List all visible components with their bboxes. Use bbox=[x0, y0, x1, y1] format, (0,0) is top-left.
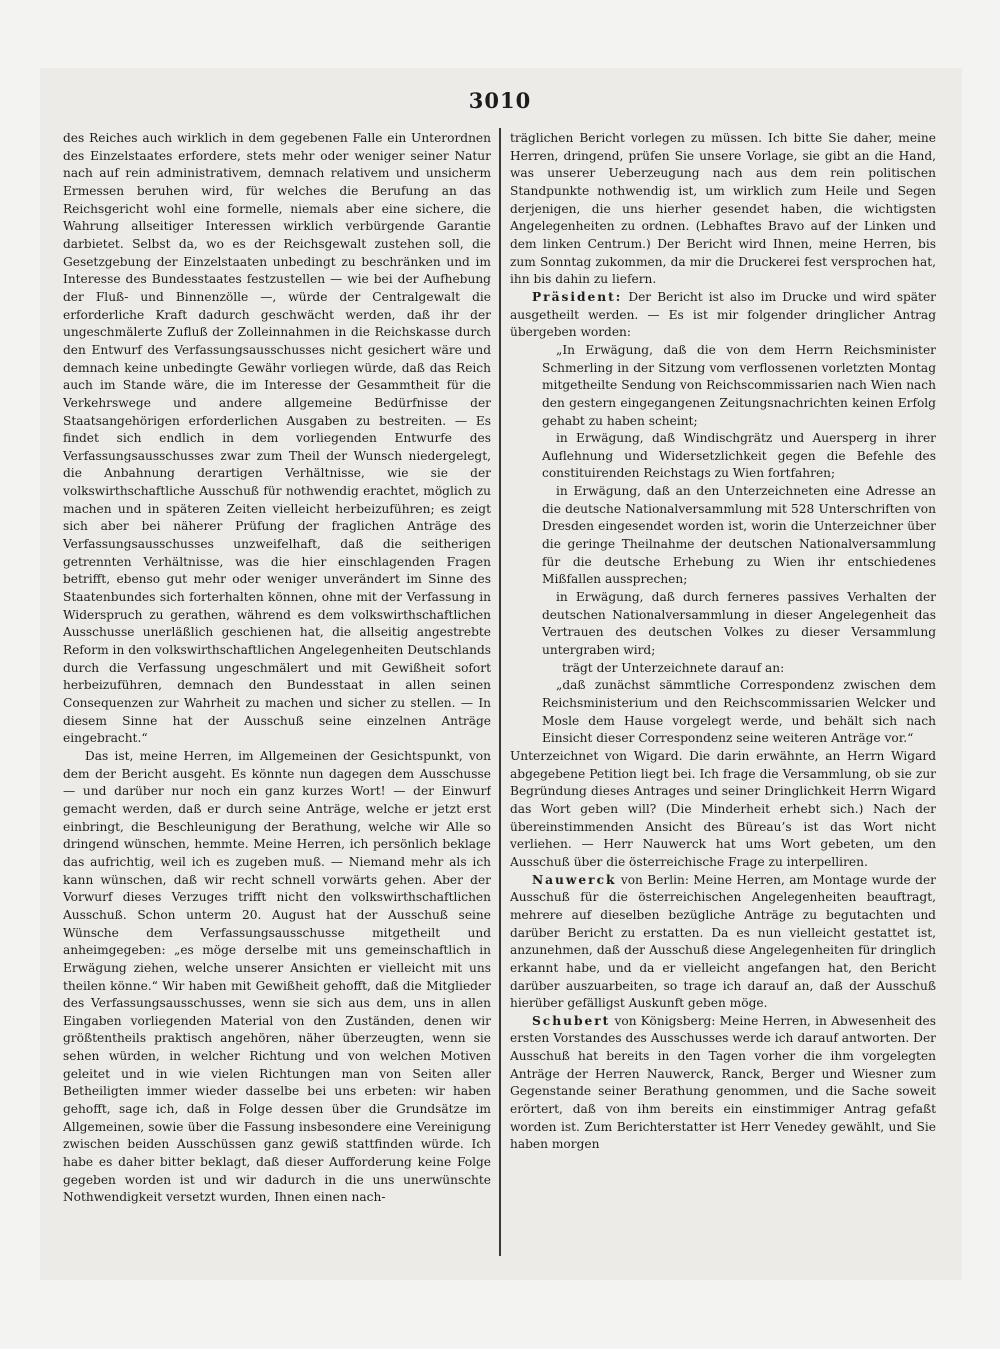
left-column-paragraph bbox=[63, 748, 491, 1207]
paragraph-text: in Erwägung, daß Windischgrätz und Auersperg in ihrer Auflehnung und Widersetzlichkeit gegen die Befehle des constituirenden Reichstags zu Wien fortfahren; bbox=[542, 431, 936, 481]
paragraph-text: „daß zunächst sämmtliche Correspondenz zwischen dem Reichsministerium und den Reichscommissarien Welcker und Mosle dem Hause vorgelegt werde, und behält sich nach Einsicht dieser Correspondenz seine weiteren Anträge vor.“ bbox=[542, 678, 936, 746]
right-column-paragraph bbox=[510, 1013, 936, 1154]
right-column-paragraph bbox=[510, 289, 936, 342]
paragraph-text: des Reiches auch wirklich in dem gegebenen Falle ein Unterordnen des Einzelstaates erfordere, stets mehr oder weniger seiner Natur nach auf rein administrativem, demnach relativem und unsicherm Ermessen beruhen wird, für welches die Berufung an das Reichsgericht wohl eine formelle, niemals aber eine sichere, die Wahrung allseitiger Interessen wirklich verbürgende Garantie darbietet. Selbst da, wo es der Reichsgewalt zustehen soll, die Gesetzgebung der Einzelstaaten unbedingt zu beschränken und im Interesse des Bundesstaates festzustellen — wie bei der Aufhebung der Fluß- und Binnenzölle —, würde der Centralgewalt die erforderliche Kraft dadurch geschwächt werden, daß ihr der ungeschmälerte Zufluß der Zolleinnahmen in die Reichskasse durch den Entwurf des Verfassungsausschusses nicht gesichert wäre und demnach keine unbedingte Gewähr vorliegen würde, daß das Reich auch im Stande wäre, die im Interesse der Gesammtheit für die Verkehrswege und andere allgemeine Bedürfnisse der Staatsangehörigen erforderlichen Ausgaben zu bestreiten. — Es findet sich endlich in dem vorliegenden Entwurfe des Verfassungsausschusses zwar zum Theil der Wunsch niedergelegt, die Anbahnung derartigen Verhältnisse, wie sie der volkswirthschaftliche Ausschuß für nothwendig erachtet, möglich zu machen und in späteren Zeiten vielleicht herbeizuführen; es zeigt sich aber bei näherer Prüfung der fraglichen Anträge des Verfassungsausschusses unzweifelhaft, daß die seitherigen getrennten Verhältnisse, was die hier einschlagenden Fragen betrifft, ebenso gut mehr oder weniger unverändert im Sinne des Staatenbundes sich forterhalten können, ohne mit der Verfassung in Widerspruch zu gerathen, während es dem volkswirthschaftlichen Ausschusse unerläßlich geschienen hat, die allseitig angestrebte Reform in den volkswirthschaftlichen Angelegenheiten Deutschlands durch die Verfassung ungeschmälert und mit Gewißheit sofort herbeizuführen, demnach den Bundesstaat in allen seinen Consequenzen zur Wahrheit zu machen und sicher zu stellen. — In diesem Sinne hat der Ausschuß seine einzelnen Anträge eingebracht.“ bbox=[63, 131, 491, 746]
paragraph-text: träglichen Bericht vorlegen zu müssen. Ich bitte Sie daher, meine Herren, dringend, prüfen Sie unsere Vorlage, sie gibt an die Hand, was unserer Ueberzeugung nach aus dem rein politischen Standpunkte nothwendig ist, um wirklich zum Heile und Segen derjenigen, die uns hierher gesendet haben, die wichtigsten Angelegenheiten zu ordnen. (Lebhaftes Bravo auf der Linken und dem linken Centrum.) Der Bericht wird Ihnen, meine Herren, bis zum Sonntag zukommen, da mir die Druckerei fest versprochen hat, ihn bis dahin zu liefern. bbox=[510, 131, 936, 287]
right-column-paragraph bbox=[510, 748, 936, 872]
right-column-paragraph bbox=[510, 872, 936, 1013]
paragraph-text: „In Erwägung, daß die von dem Herrn Reichsminister Schmerling in der Sitzung vom verflossenen vorletzten Montag mitgetheilte Sendung von Reichscommissarien nach Wien nach den gestern eingegangenen Zeitungsnachrichten keinen Erfolg gehabt zu haben scheint; bbox=[542, 342, 936, 428]
paragraph-text: von Berlin: Meine Herren, am Montage wurde der Ausschuß für die österreichischen Angelegenheiten beauftragt, mehrere auf dieselben bezügliche Anträge zu begutachten und darüber Bericht zu erstatten. Da es nun vielleicht gestattet ist, anzunehmen, daß der Ausschuß diese Angelegenheiten für dringlich erkannt habe, und da er vielleicht angefangen hat, den Bericht darüber auszuarbeiten, so trage ich darauf an, daß der Ausschuß hierüber gefälligst Auskunft geben möge. bbox=[510, 872, 936, 1011]
right-column bbox=[510, 130, 936, 1258]
speaker-name: Nauwerck bbox=[532, 872, 617, 887]
speaker-name: Schubert bbox=[532, 1013, 611, 1028]
paragraph-text: Der Bericht ist also im Drucke und wird später ausgetheilt werden. — Es ist mir folgender dringlicher Antrag übergeben worden: bbox=[510, 289, 936, 340]
right-column-paragraph bbox=[510, 342, 936, 430]
column-divider bbox=[499, 128, 501, 1256]
right-column-paragraph bbox=[510, 430, 936, 483]
right-column-paragraph bbox=[510, 677, 936, 748]
page-number: 3010 bbox=[468, 88, 532, 113]
paragraph-text: Das ist, meine Herren, im Allgemeinen der Gesichtspunkt, von dem der Bericht ausgeht. Es könnte nun dagegen dem Ausschusse — und darüber nur noch ein ganz kurzes Wort! — der Einwurf gemacht werden, daß er durch seine Anträge, welche er jetzt erst einbringt, die Beschleunigung der Berathung, welche wir Alle so dringend wünschen, hemmte. Meine Herren, ich persönlich beklage das aufrichtig, weil ich es zugeben muß. — Niemand mehr als ich kann wünschen, daß wir recht schnell vorwärts gehen. Aber der Vorwurf dieses Verzuges trifft nicht den volkswirthschaftlichen Ausschuß. Schon unterm 20. August hat der Ausschuß seine Wünsche dem Verfassungsausschusse mitgetheilt und anheimgegeben: „es möge derselbe mit uns gemeinschaftlich in Erwägung ziehen, welche unserer Ansichten er vielleicht mit uns theilen könne.“ Wir haben mit Gewißheit gehofft, daß die Mitglieder des Verfassungsausschusses, wenn sie sich aus dem, uns in allen Eingaben vorliegenden Material von den Zuständen, denen wir größtentheils praktisch angehören, näher überzeugten, wenn sie sehen würden, in welcher Richtung und von welchen Motiven geleitet und in wie vielen Richtungen man von Seiten aller Betheiligten immer wieder dasselbe bei uns erbeten: wir haben gehofft, sage ich, daß in Folge dessen über die Grundsätze im Allgemeinen, sowie über die Fassung insbesondere eine Vereinigung zwischen beiden Ausschüssen ganz gewiß stattfinden würde. Ich habe es daher bitter beklagt, daß dieser Aufforderung keine Folge gegeben worden ist und wir dadurch in die uns unerwünschte Nothwendigkeit versetzt wurden, Ihnen einen nach- bbox=[63, 748, 491, 1205]
right-column-paragraph bbox=[510, 130, 936, 289]
paragraph-text: Unterzeichnet von Wigard. Die darin erwähnte, an Herrn Wigard abgegebene Petition liegt bei. Ich frage die Versammlung, ob sie zur Begründung dieses Antrages und seiner Dringlichkeit Herrn Wigard das Wort geben will? (Die Minderheit erhebt sich.) Nach der übereinstimmenden Ansicht des Büreau’s ist das Wort nicht verliehen. — Herr Nauwerck hat ums Wort gebeten, um den Ausschuß über die österreichische Frage zu interpelliren. bbox=[510, 748, 936, 869]
paragraph-text: in Erwägung, daß durch ferneres passives Verhalten der deutschen Nationalversammlung in dieser Angelegenheit das Vertrauen des deutschen Volkes zu dieser Versammlung untergraben wird; bbox=[542, 590, 936, 658]
paragraph-text: trägt der Unterzeichnete darauf an: bbox=[562, 660, 785, 675]
speaker-name: Präsident: bbox=[532, 289, 623, 304]
paragraph-text: in Erwägung, daß an den Unterzeichneten eine Adresse an die deutsche Nationalversammlung mit 528 Unterschriften von Dresden eingesendet worden ist, worin die Unterzeichner über die geringe Theilnahme der deutschen Nationalversammlung für die deutsche Erhebung zu Wien ihr entschiedenes Mißfallen aussprechen; bbox=[542, 484, 936, 587]
paragraph-text: von Königsberg: Meine Herren, in Abwesenheit des ersten Vorstandes des Ausschusses werde ich darauf antworten. Der Ausschuß hat bereits in den Tagen vorher die ihm vorgelegten Anträge der Herren Nauwerck, Ranck, Berger und Wiesner zum Gegenstande seiner Berathung genommen, und die Sache soweit erörtert, daß von ihm bereits ein einstimmiger Antrag gefaßt worden ist. Zum Berichterstatter ist Herr Venedey gewählt, und Sie haben morgen bbox=[510, 1013, 936, 1152]
left-column-paragraph bbox=[63, 130, 491, 748]
right-column-paragraph bbox=[510, 483, 936, 589]
left-column bbox=[63, 130, 491, 1258]
right-column-paragraph bbox=[510, 589, 936, 660]
right-column-paragraph bbox=[510, 660, 936, 678]
